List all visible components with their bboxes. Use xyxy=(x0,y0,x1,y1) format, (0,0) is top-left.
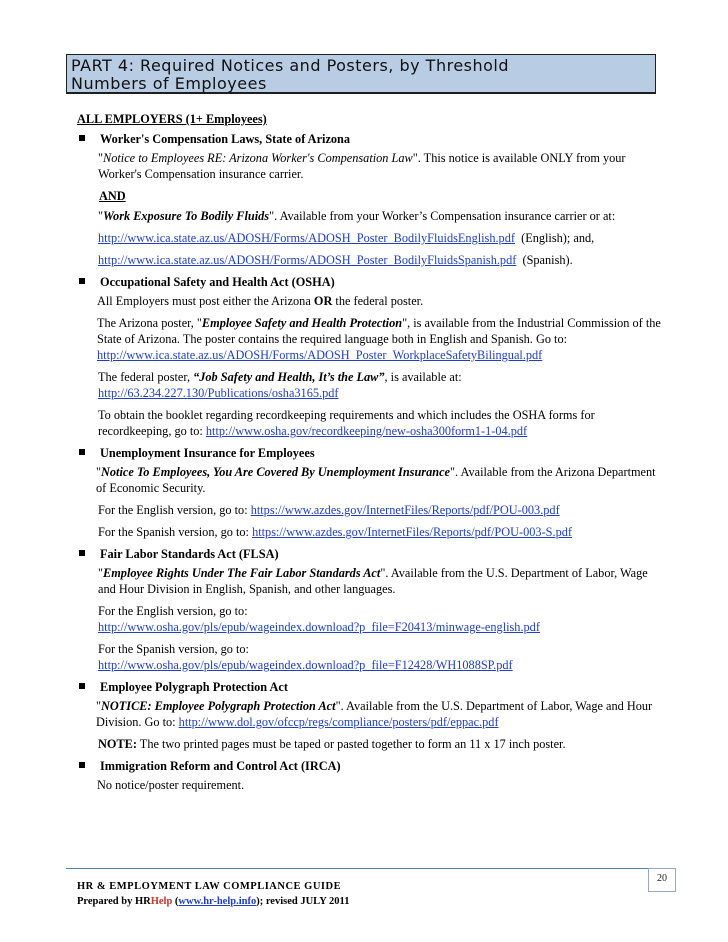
eppa-notice-paragraph xyxy=(96,698,667,730)
notice-title: Notice To Employees, You Are Covered By Unemployment Insurance xyxy=(101,465,450,479)
bullet-square-icon xyxy=(79,762,85,768)
bullet-title: Fair Labor Standards Act (FLSA) xyxy=(100,547,279,561)
paragraph-text: For the English version, go to: xyxy=(98,503,251,517)
wc-fluids-paragraph xyxy=(98,208,667,224)
ui-spanish-link[interactable]: https://www.azdes.gov/InternetFiles/Reports/pdf/POU-003-S.pdf xyxy=(252,525,572,539)
bullet-irca xyxy=(77,758,667,774)
emphasis-or: OR xyxy=(313,294,333,308)
paragraph-text: For the English version, go to: xyxy=(98,604,248,618)
link-suffix: (English); and, xyxy=(514,231,595,245)
notice-title: Employee Safety and Health Protection xyxy=(201,316,403,330)
flsa-spanish-paragraph xyxy=(98,641,667,673)
part-title-line-2: Numbers of Employees xyxy=(71,74,267,93)
ui-notice-paragraph xyxy=(96,464,667,496)
bullet-flsa xyxy=(77,546,667,562)
osha-arizona-poster-link[interactable]: http://www.ica.state.az.us/ADOSH/Forms/ADOSH_Poster_WorkplaceSafetyBilingual.pdf xyxy=(97,348,543,362)
and-label: AND xyxy=(99,189,126,203)
notice-title: “Job Safety and Health, It’s the Law” xyxy=(193,370,385,384)
bullet-polygraph xyxy=(77,679,667,695)
footer-text: Prepared by HR xyxy=(77,896,151,907)
paragraph-text: For the Spanish version, go to: xyxy=(98,525,253,539)
notice-title: NOTICE: Employee Polygraph Protection Act xyxy=(101,699,336,713)
link-suffix: (Spanish). xyxy=(516,253,573,267)
paragraph-text: For the Spanish version, go to: xyxy=(98,642,249,656)
quote: " xyxy=(96,699,102,713)
quote: " xyxy=(96,465,102,479)
paragraph-text: The Arizona poster, " xyxy=(97,316,202,330)
paragraph-text: All Employers must post either the Arizona xyxy=(97,294,314,308)
paragraph-text: ". Available from the Arizona Department of Economic Security. xyxy=(96,465,656,495)
flsa-english-link[interactable]: http://www.osha.gov/pls/epub/wageindex.download?p_file=F20413/minwage-english.pdf xyxy=(98,620,540,634)
quote: " xyxy=(98,566,104,580)
ui-spanish-paragraph xyxy=(98,524,667,540)
osha-intro-paragraph xyxy=(97,293,667,309)
bullet-square-icon xyxy=(79,550,85,556)
part-header xyxy=(66,54,656,94)
osha-arizona-paragraph xyxy=(97,315,667,363)
bullet-title: Occupational Safety and Health Act (OSHA) xyxy=(100,275,335,289)
notice-title: Employee Rights Under The Fair Labor Standards Act xyxy=(103,566,381,580)
bullet-square-icon xyxy=(79,135,85,141)
section-heading: ALL EMPLOYERS (1+ Employees) xyxy=(77,112,267,126)
main-content xyxy=(77,111,667,799)
osha-recordkeeping-link[interactable]: http://www.osha.gov/recordkeeping/new-osha300form1-1-04.pdf xyxy=(205,424,528,438)
bullet-title: Immigration Reform and Control Act (IRCA) xyxy=(100,759,341,773)
osha-federal-poster-link[interactable]: http://63.234.227.130/Publications/osha3165.pdf xyxy=(98,386,339,400)
paragraph-text: ". This notice is available ONLY from your Worker's Compensation insurance carrier. xyxy=(98,151,626,181)
footer-prepared-by xyxy=(77,896,349,907)
bullet-square-icon xyxy=(79,278,85,284)
paragraph-text: , is available at: xyxy=(384,370,462,384)
page-number: 20 xyxy=(648,868,676,892)
footer-text: ( xyxy=(172,896,179,907)
quote: " xyxy=(98,151,104,165)
footer-guide-title: HR & EMPLOYMENT LAW COMPLIANCE GUIDE xyxy=(77,881,342,892)
footer-brand-help: Help xyxy=(150,896,173,907)
paragraph-text: ". Available from the U.S. Department of Labor, Wage and Hour Division. Go to: xyxy=(96,699,653,729)
osha-federal-paragraph xyxy=(98,369,667,401)
paragraph-text: The two printed pages must be taped or pasted together to form an 11 x 17 inch poster. xyxy=(136,737,566,751)
eppa-poster-link[interactable]: http://www.dol.gov/ofccp/regs/compliance/posters/pdf/eppac.pdf xyxy=(178,715,499,729)
eppa-note-paragraph xyxy=(98,736,667,752)
footer-divider xyxy=(66,868,658,869)
bodily-fluids-english-link[interactable]: http://www.ica.state.az.us/ADOSH/Forms/ADOSH_Poster_BodilyFluidsEnglish.pdf xyxy=(98,231,515,245)
bullet-title: Worker's Compensation Laws, State of Arizona xyxy=(100,132,351,146)
bodily-fluids-spanish-link[interactable]: http://www.ica.state.az.us/ADOSH/Forms/ADOSH_Poster_BodilyFluidsSpanish.pdf xyxy=(98,253,517,267)
flsa-english-paragraph xyxy=(98,603,667,635)
wc-link-spanish-paragraph xyxy=(98,252,667,268)
paragraph-text: ". Available from the U.S. Department of Labor, Wage and Hour Division in English, Spanish, and other languages. xyxy=(98,566,648,596)
paragraph-text: The federal poster, xyxy=(98,370,194,384)
notice-title: Work Exposure To Bodily Fluids xyxy=(103,209,270,223)
flsa-notice-paragraph xyxy=(98,565,667,597)
irca-paragraph: No notice/poster requirement. xyxy=(97,778,245,792)
paragraph-text: ", is available from the Industrial Commission of the State of Arizona. The poster contains the required language both in English and Spanish. Go to: xyxy=(97,316,661,346)
paragraph-text: To obtain the booklet regarding recordkeeping requirements and which includes the OSHA forms for recordkeeping, go to: xyxy=(98,408,595,438)
flsa-spanish-link[interactable]: http://www.osha.gov/pls/epub/wageindex.download?p_file=F12428/WH1088SP.pdf xyxy=(98,658,513,672)
wc-notice-paragraph xyxy=(98,150,667,182)
bullet-unemployment xyxy=(77,445,667,461)
bullet-workers-comp xyxy=(77,131,667,147)
paragraph-text: the federal poster. xyxy=(332,294,424,308)
footer-hr-help-link[interactable]: www.hr-help.info xyxy=(178,896,257,907)
bullet-title: Unemployment Insurance for Employees xyxy=(100,446,315,460)
bullet-osha xyxy=(77,274,667,290)
ui-english-paragraph xyxy=(98,502,667,518)
osha-recordkeeping-paragraph xyxy=(98,407,667,439)
bullet-square-icon xyxy=(79,449,85,455)
paragraph-text: ". Available from your Worker’s Compensation insurance carrier or at: xyxy=(269,209,616,223)
footer-text: ); revised JULY 2011 xyxy=(256,896,350,907)
bullet-square-icon xyxy=(79,683,85,689)
ui-english-link[interactable]: https://www.azdes.gov/InternetFiles/Reports/pdf/POU-003.pdf xyxy=(250,503,560,517)
quote: " xyxy=(98,209,104,223)
part-title-line-1: PART 4: Required Notices and Posters, by Threshold xyxy=(71,56,510,75)
wc-link-english-paragraph xyxy=(98,230,667,246)
bullet-title: Employee Polygraph Protection Act xyxy=(100,680,288,694)
notice-title: Notice to Employees RE: Arizona Worker's Compensation Law xyxy=(103,151,413,165)
note-label: NOTE: xyxy=(98,737,137,751)
